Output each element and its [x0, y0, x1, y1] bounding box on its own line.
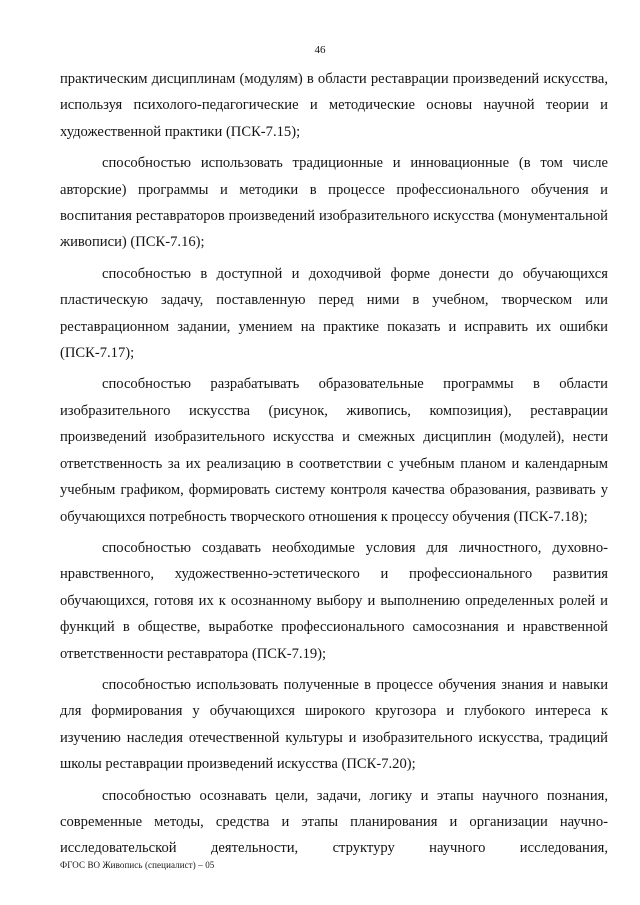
paragraph-psk-7-17: способностью в доступной и доходчивой форме донести до обучающихся пластическую задачу, поставленную перед ними в учебном, творческом или реставрационном задании, умением на практике показать и исправить их ошибки (ПСК-7.17);	[60, 265, 608, 362]
page-footer: ФГОС ВО Живопись (специалист) – 05	[60, 860, 215, 870]
paragraph-psk-7-16: способностью использовать традиционные и инновационные (в том числе авторские) программы и методики в процессе профессионального обучения и воспитания реставраторов произведений изобразительного искусства (монументальной живописи) (ПСК-7.16);	[60, 155, 608, 251]
paragraph-psk-7-15: практическим дисциплинам (модулям) в области реставрации произведений искусства, используя психолого-педагогические и методические основы научной теории и художественной практики (ПСК-7.15);	[60, 71, 608, 140]
paragraph-psk-7-20: способностью использовать полученные в процессе обучения знания и навыки для формирования у обучающихся широкого кругозора и глубокого интереса к изучению наследия отечественной культуры и изобразительного искусства, традиций школы реставрации произведений искусства (ПСК-7.20);	[60, 676, 608, 773]
page-number: 46	[314, 44, 326, 56]
paragraph-research-competence: способностью осознавать цели, задачи, логику и этапы научного познания, современные методы, средства и этапы планирования и организации научно-исследовательской деятельности, структуру научного исследования,	[60, 787, 608, 857]
document-body	[60, 66, 608, 867]
paragraph-psk-7-18: способностью разрабатывать образовательные программы в области изобразительного искусства (рисунок, живопись, композиция), реставрации произведений изобразительного искусства и смежных дисциплин (модулей), нести ответственность за их реализацию в соответствии с учебным планом и календарным учебным графиком, формировать систему контроля качества образования, развивать у обучающихся потребность творческого отношения к процессу обучения (ПСК-7.18);	[60, 376, 608, 525]
paragraph-psk-7-19: способностью создавать необходимые условия для личностного, духовно-нравственного, художественно-эстетического и профессионального развития обучающихся, готовя их к осознанному выбору и выполнению определенных ролей и функций в обществе, выработке профессионального самосознания и нравственной ответственности реставратора (ПСК-7.19);	[60, 539, 608, 662]
